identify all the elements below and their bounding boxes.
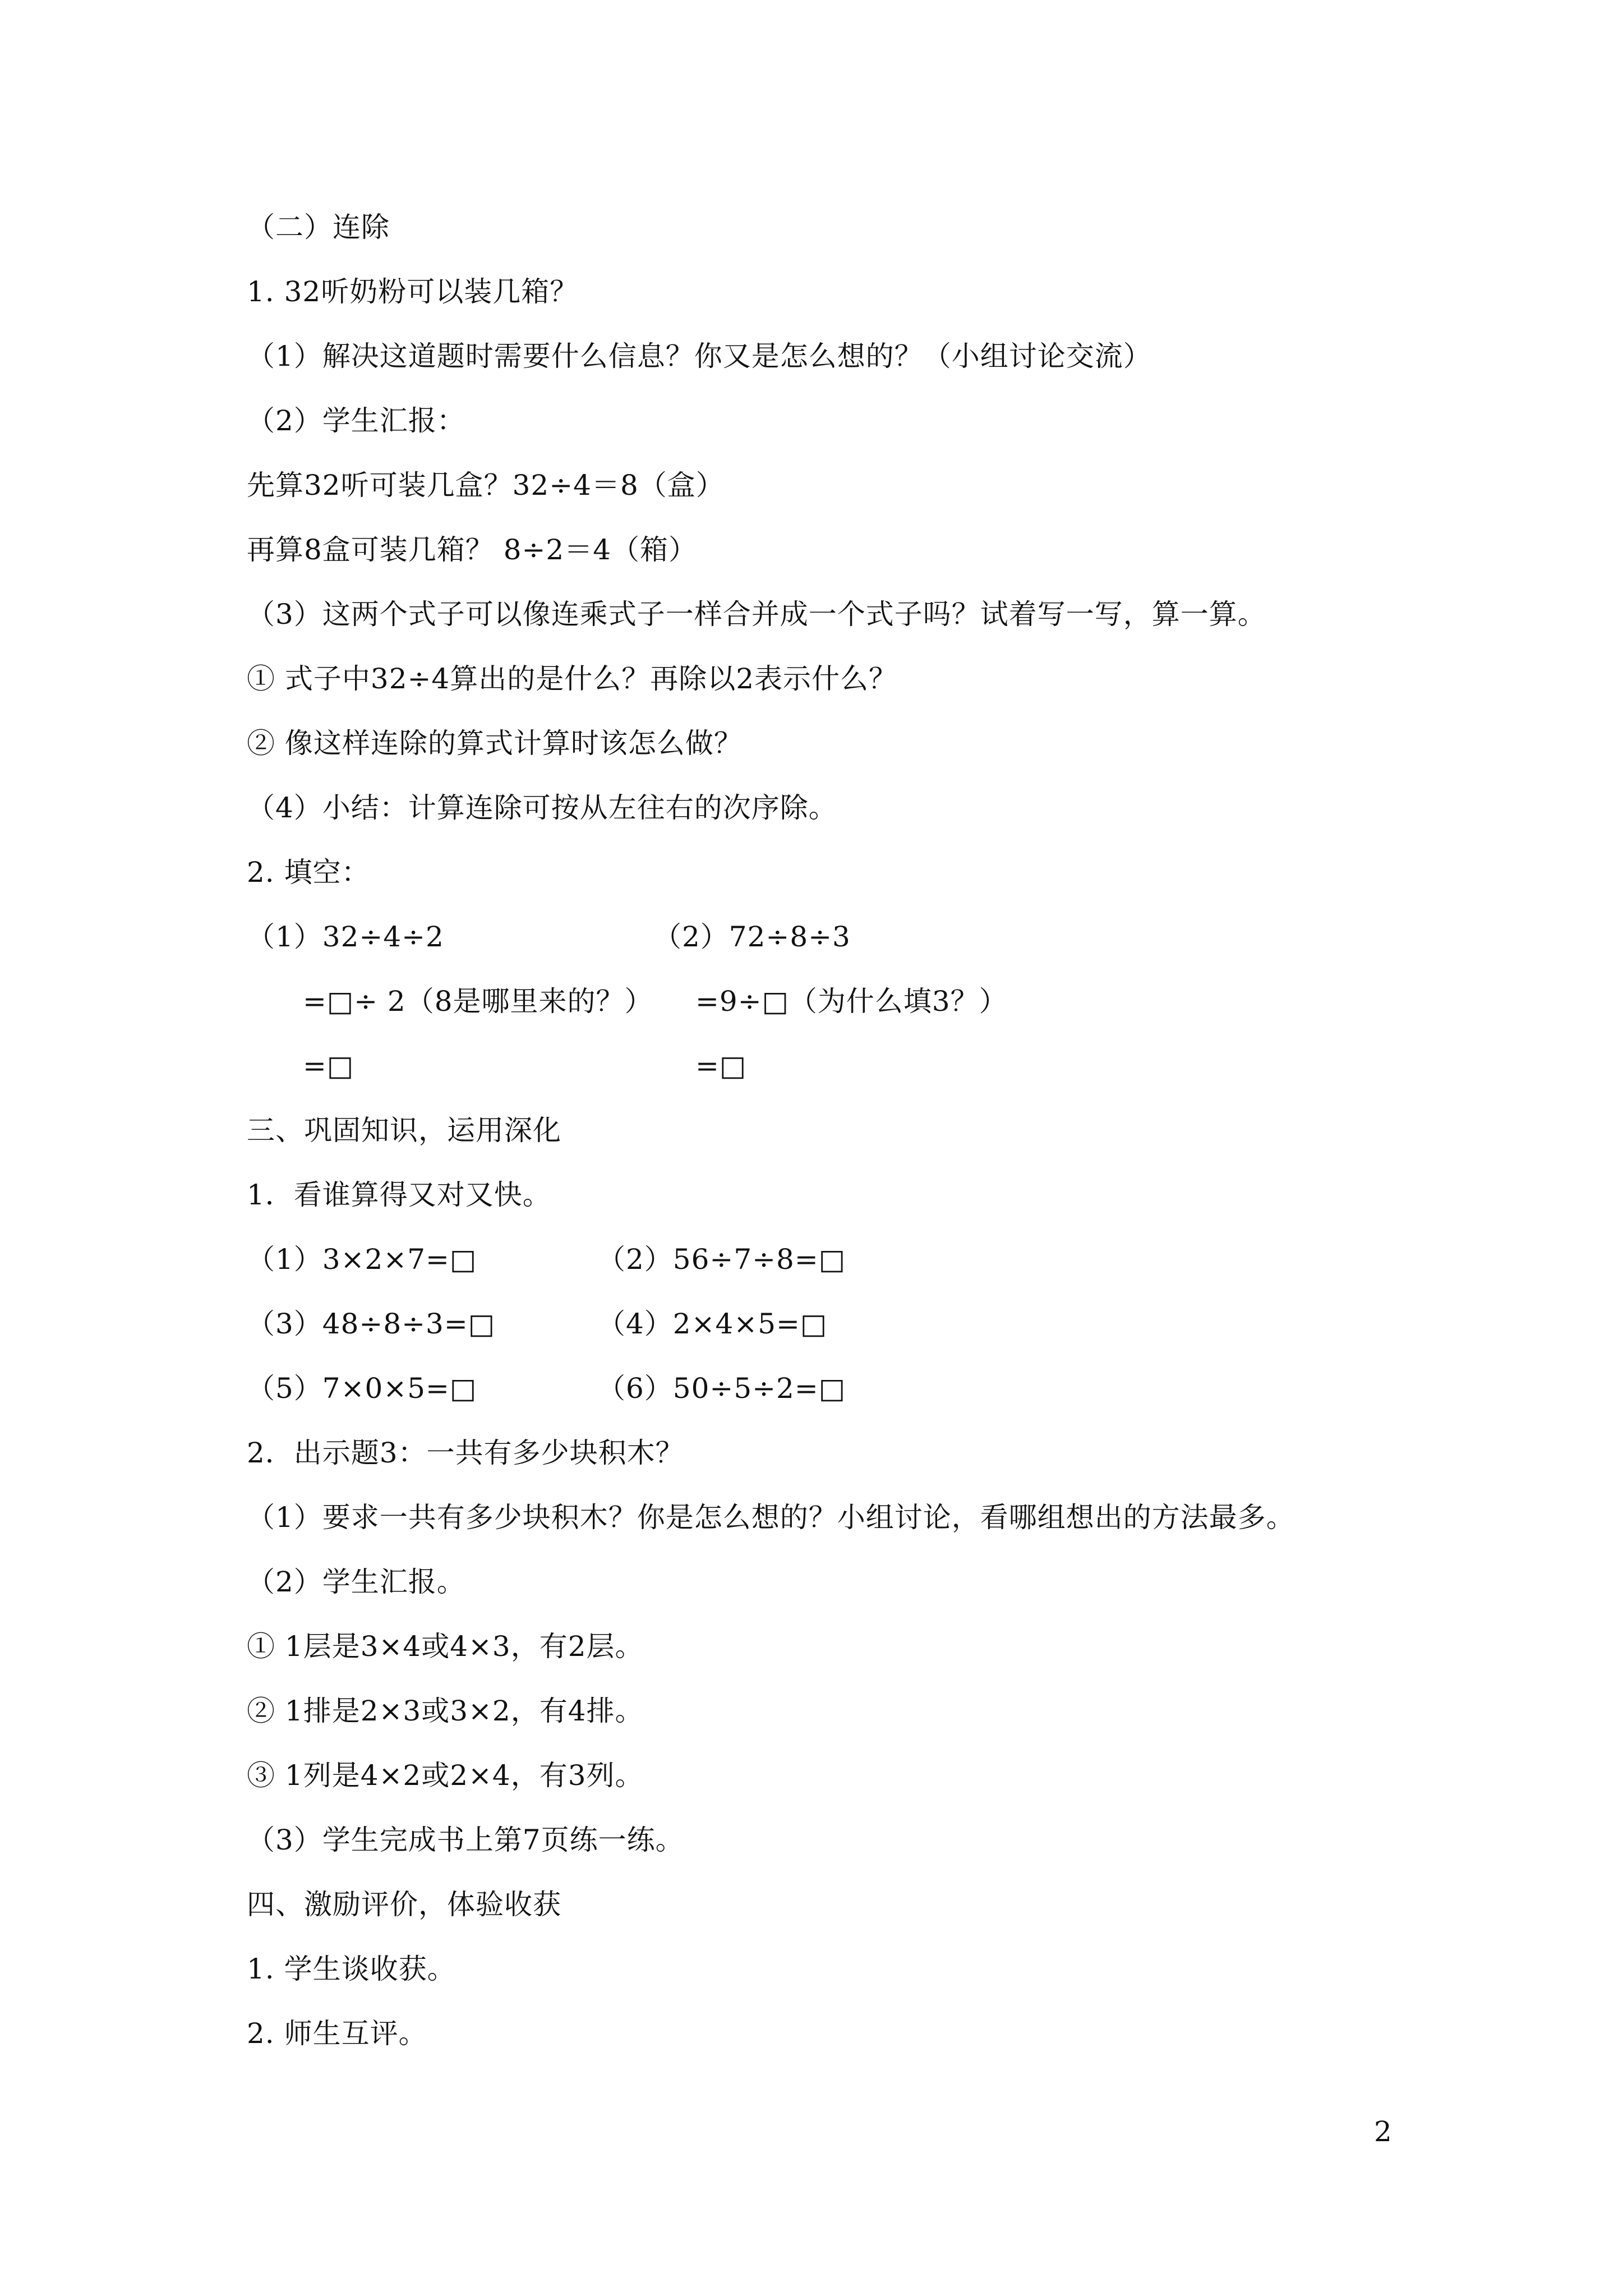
fill-blank-step: =□ [303, 1050, 354, 1082]
section-heading: （二）连除 [247, 211, 390, 243]
fill-blank-step: =□÷ 2（8是哪里来的？） [303, 985, 653, 1018]
numbered-item: ① 式子中32÷4算出的是什么？再除以2表示什么？ [247, 662, 898, 695]
fill-blank-item: （1）32÷4÷2 [247, 921, 444, 953]
numbered-item: ② 1排是2×3或3×2，有4排。 [247, 1695, 644, 1727]
summary-text: （4）小结：计算连除可按从左往右的次序除。 [247, 792, 837, 824]
fill-blank-step: =□ [695, 1050, 747, 1082]
numbered-item: ① 1层是3×4或4×3，有2层。 [247, 1630, 644, 1663]
question-text: （2）学生汇报。 [247, 1566, 465, 1598]
exercise-item: （3）48÷8÷3=□ [247, 1308, 495, 1340]
question-text: （3）这两个式子可以像连乘式子一样合并成一个式子吗？试着写一写，算一算。 [247, 598, 1266, 631]
exercise-item: （4）2×4×5=□ [597, 1308, 828, 1340]
exercise-item: （2）56÷7÷8=□ [597, 1243, 846, 1276]
section-heading: 四、激励评价，体验收获 [247, 1888, 561, 1921]
exercise-item: （5）7×0×5=□ [247, 1372, 477, 1405]
fill-blank-item: （2）72÷8÷3 [653, 921, 851, 953]
exercise-item: （6）50÷5÷2=□ [597, 1372, 846, 1405]
page-number: 2 [1374, 2115, 1392, 2148]
exercise-title: 2. 填空： [247, 856, 370, 889]
numbered-item: ② 像这样连除的算式计算时该怎么做？ [247, 727, 743, 760]
section-heading: 三、巩固知识，运用深化 [247, 1114, 561, 1147]
question-text: （3）学生完成书上第7页练一练。 [247, 1824, 684, 1856]
question-text: （1）要求一共有多少块积木？你是怎么想的？小组讨论，看哪组想出的方法最多。 [247, 1501, 1295, 1534]
exercise-title: 1．看谁算得又对又快。 [247, 1179, 551, 1211]
fill-blank-step: =9÷□（为什么填3？） [695, 985, 1008, 1018]
calculation-line: 再算8盒可装几箱？ 8÷2＝4（箱） [247, 533, 698, 566]
exercise-item: （1）3×2×7=□ [247, 1243, 477, 1276]
calculation-line: 先算32听可装几盒？32÷4＝8（盒） [247, 469, 725, 501]
list-item: 1. 学生谈收获。 [247, 1953, 456, 1985]
question-text: （1）解决这道题时需要什么信息？你又是怎么想的？（小组讨论交流） [247, 340, 1152, 372]
list-item: 2. 师生互评。 [247, 2017, 427, 2050]
exercise-title: 2．出示题3：一共有多少块积木？ [247, 1437, 684, 1469]
numbered-item: ③ 1列是4×2或2×4，有3列。 [247, 1759, 644, 1792]
question-text: （2）学生汇报： [247, 404, 465, 437]
problem-title: 1. 32听奶粉可以装几箱？ [247, 275, 579, 308]
